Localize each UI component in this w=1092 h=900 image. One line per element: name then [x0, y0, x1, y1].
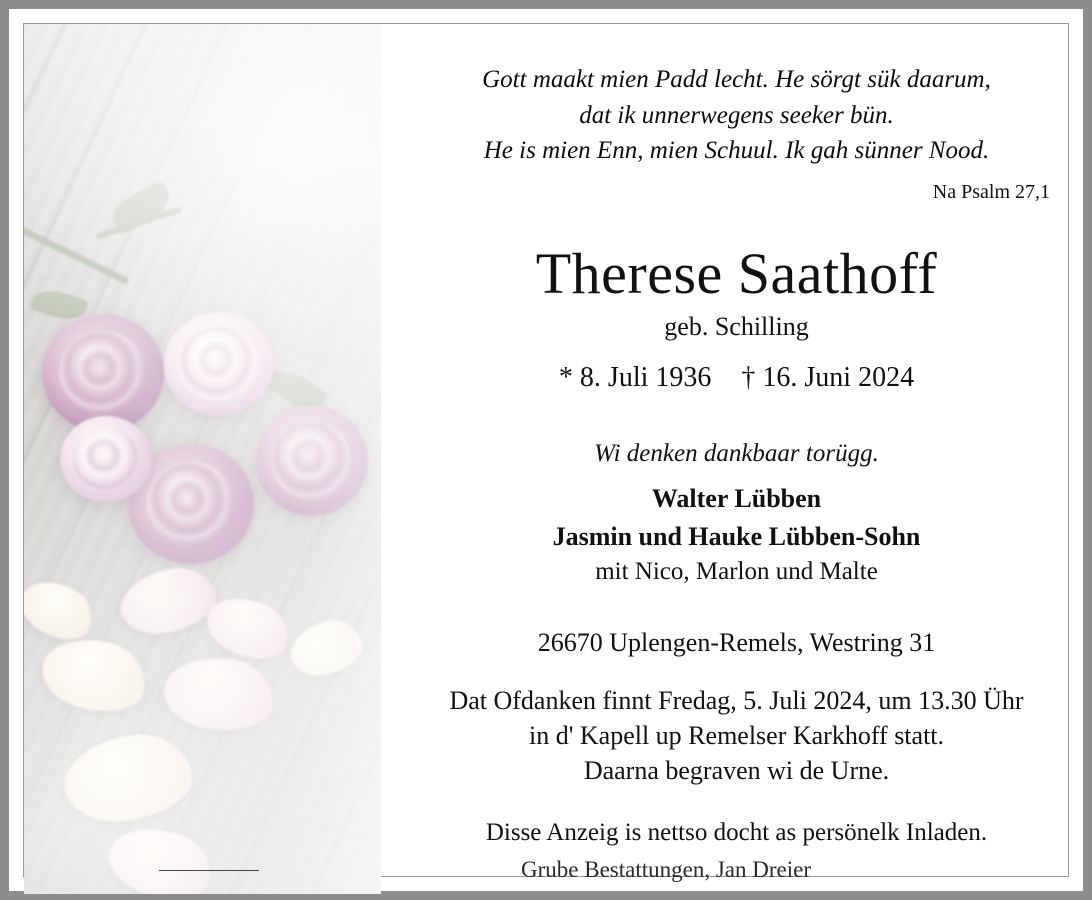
funeral-home-footer — [159, 857, 1063, 883]
notice-text-column — [387, 24, 1086, 894]
rose-photo — [24, 24, 381, 894]
life-dates — [417, 362, 1056, 394]
invitation-note: Disse Anzeig is nettso docht as persönelk Inladen. — [485, 818, 988, 846]
mourner-line-3: mit Nico, Marlon und Malte — [595, 558, 878, 586]
verse-source: Na Psalm 27,1 — [932, 180, 1050, 203]
remembrance-line: Wi denken dankbaar torügg. — [594, 440, 879, 468]
death-date: † 16. Juni 2024 — [741, 362, 915, 394]
mourner-line-2: Jasmin und Hauke Lübben-Sohn — [552, 522, 921, 552]
family-address: 26670 Uplengen-Remels, Westring 31 — [537, 628, 936, 658]
photo-soft-focus — [24, 24, 381, 894]
footer-rule — [159, 870, 259, 871]
ceremony-block — [417, 684, 1056, 788]
ceremony-line-1: Dat Ofdanken finnt Fredag, 5. Juli 2024, um 13.30 Ühr — [449, 686, 1024, 716]
deceased-name: Therese Saathoff — [535, 240, 938, 306]
ceremony-line-2: in d' Kapell up Remelser Karkhoff statt. — [528, 721, 945, 751]
ceremony-line-3: Daarna begraven wi de Urne. — [583, 756, 890, 786]
mourner-line-1: Walter Lübben — [651, 484, 822, 514]
birth-date: * 8. Juli 1936 — [558, 362, 712, 394]
verse-line-3: He is mien Enn, mien Schuul. Ik gah sünner Nood. — [483, 137, 990, 164]
verse-line-2: dat ik unnerwegens seeker bün. — [579, 101, 894, 129]
verse-block — [417, 62, 1056, 169]
verse-line-1: Gott maakt mien Padd lecht. He sörgt sük daarum, — [482, 66, 991, 93]
deceased-maiden-name: geb. Schilling — [664, 312, 809, 342]
funeral-home-name: Grube Bestattungen, Jan Dreier — [521, 857, 811, 882]
